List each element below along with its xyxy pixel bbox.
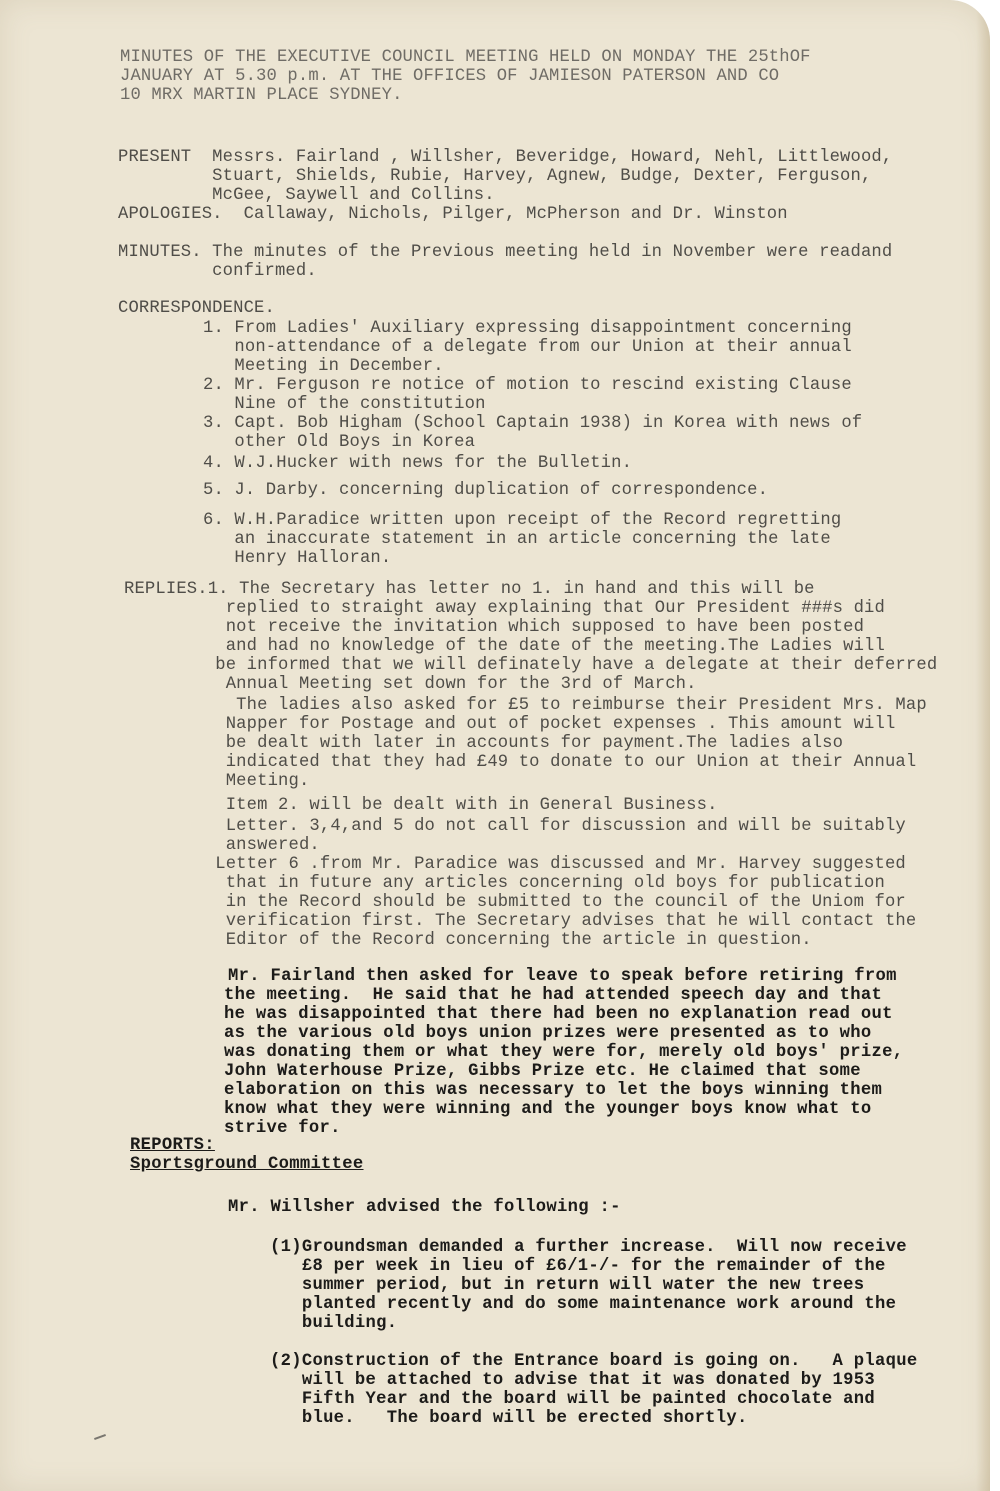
replies-line: verification first. The Secretary advises that he will contact the <box>142 912 917 931</box>
item-line: blue. The board will be erected shortly. <box>270 1409 748 1428</box>
fairland-line: was donating them or what they were for, merely old boys' prize, <box>224 1043 904 1062</box>
fairland-line: John Waterhouse Prize, Gibbs Prize etc. He claimed that some <box>224 1062 861 1081</box>
replies-line: that in future any articles concerning old boys for publication <box>142 874 885 893</box>
correspondence-line: 2. Mr. Ferguson re notice of motion to rescind existing Clause <box>203 376 852 395</box>
fairland-line: the meeting. He said that he had attended speech day and that <box>224 986 883 1005</box>
heading-line: 10 MRX MARTIN PLACE SYDNEY. <box>120 86 403 105</box>
item-line: £8 per week in lieu of £6/1-/- for the remainder of the <box>270 1257 886 1276</box>
correspondence-line: 5. J. Darby. concerning duplication of correspondence. <box>203 481 769 500</box>
correspondence-line: Meeting in December. <box>203 357 444 376</box>
correspondence-line: 4. W.J.Hucker with news for the Bulletin. <box>203 454 633 473</box>
replies-line: Item 2. will be dealt with in General Business. <box>142 796 718 815</box>
replies-line: REPLIES.1. The Secretary has letter no 1. in hand and this will be <box>124 580 815 599</box>
correspondence-line: an inaccurate statement in an article concerning the late <box>203 530 831 549</box>
replies-line: answered. <box>142 836 320 855</box>
correspondence-line: 3. Capt. Bob Higham (School Captain 1938) in Korea with news of <box>203 414 863 433</box>
sportsground-heading: Sportsground Committee <box>130 1155 364 1174</box>
fairland-line: elaboration on this was necessary to let the boys winning them <box>224 1081 883 1100</box>
item-line: will be attached to advise that it was donated by 1953 <box>270 1371 876 1390</box>
item-line: (2)Construction of the Entrance board is going on. A plaque <box>270 1352 918 1371</box>
pen-mark <box>94 1434 106 1440</box>
correspondence-line: Nine of the constitution <box>203 395 486 414</box>
replies-line: Annual Meeting set down for the 3rd of March. <box>142 675 697 694</box>
item-line: Fifth Year and the board will be painted chocolate and <box>270 1390 876 1409</box>
item-line: summer period, but in return will water the new trees <box>270 1276 865 1295</box>
correspondence-line: 6. W.H.Paradice written upon receipt of the Record regretting <box>203 511 842 530</box>
replies-line: and had no knowledge of the date of the meeting.The Ladies will <box>142 637 885 656</box>
replies-line: not receive the invitation which supposed to have been posted <box>142 618 865 637</box>
replies-line: Letter 6 .from Mr. Paradice was discussed and Mr. Harvey suggested <box>142 855 906 874</box>
fairland-line: he was disappointed that there had been no explanation read out <box>224 1005 893 1024</box>
correspondence-line: 1. From Ladies' Auxiliary expressing disappointment concerning <box>203 319 852 338</box>
replies-line: indicated that they had £49 to donate to our Union at their Annual <box>142 753 917 772</box>
item-line: planted recently and do some maintenance work around the <box>270 1295 897 1314</box>
willsher-intro: Mr. Willsher advised the following :- <box>228 1198 621 1217</box>
correspondence-heading: CORRESPONDENCE. <box>118 299 275 318</box>
fairland-line: as the various old boys union prizes were presented as to who <box>224 1024 872 1043</box>
replies-line: be dealt with later in accounts for payment.The ladies also <box>142 734 844 753</box>
minutes-line: MINUTES. The minutes of the Previous meeting held in November were readand <box>118 243 893 262</box>
apologies-line: APOLOGIES. Callaway, Nichols, Pilger, McPherson and Dr. Winston <box>118 205 788 224</box>
correspondence-line: Henry Halloran. <box>203 549 392 568</box>
replies-line: The ladies also asked for £5 to reimburse their President Mrs. Map <box>142 696 927 715</box>
fairland-line: strive for. <box>224 1119 341 1138</box>
minutes-line: confirmed. <box>118 262 317 281</box>
item-line: building. <box>270 1314 398 1333</box>
correspondence-line: non-attendance of a delegate from our Union at their annual <box>203 338 852 357</box>
correspondence-line: other Old Boys in Korea <box>203 433 476 452</box>
reports-heading: REPORTS: <box>130 1136 215 1155</box>
replies-line: replied to straight away explaining that Our President ###s did <box>142 599 885 618</box>
replies-line: be informed that we will definately have a delegate at their deferred <box>142 656 938 675</box>
replies-line: Editor of the Record concerning the article in question. <box>142 931 812 950</box>
replies-line: Letter. 3,4,and 5 do not call for discussion and will be suitably <box>142 817 906 836</box>
present-line: PRESENT Messrs. Fairland , Willsher, Beveridge, Howard, Nehl, Littlewood, <box>118 148 893 167</box>
fairland-line: know what they were winning and the younger boys know what to <box>224 1100 872 1119</box>
replies-line: in the Record should be submitted to the council of the Uniom for <box>142 893 906 912</box>
present-line: McGee, Saywell and Collins. <box>118 186 495 205</box>
heading-line: JANUARY AT 5.30 p.m. AT THE OFFICES OF JAMIESON PATERSON AND CO <box>120 67 780 86</box>
fairland-line: Mr. Fairland then asked for leave to speak before retiring from <box>228 967 897 986</box>
heading-line: MINUTES OF THE EXECUTIVE COUNCIL MEETING HELD ON MONDAY THE 25thOF <box>120 48 811 67</box>
present-line: Stuart, Shields, Rubie, Harvey, Agnew, Budge, Dexter, Ferguson, <box>118 167 872 186</box>
replies-line: Napper for Postage and out of pocket expenses . This amount will <box>142 715 896 734</box>
item-line: (1)Groundsman demanded a further increase. Will now receive <box>270 1238 907 1257</box>
replies-line: Meeting. <box>142 772 310 791</box>
